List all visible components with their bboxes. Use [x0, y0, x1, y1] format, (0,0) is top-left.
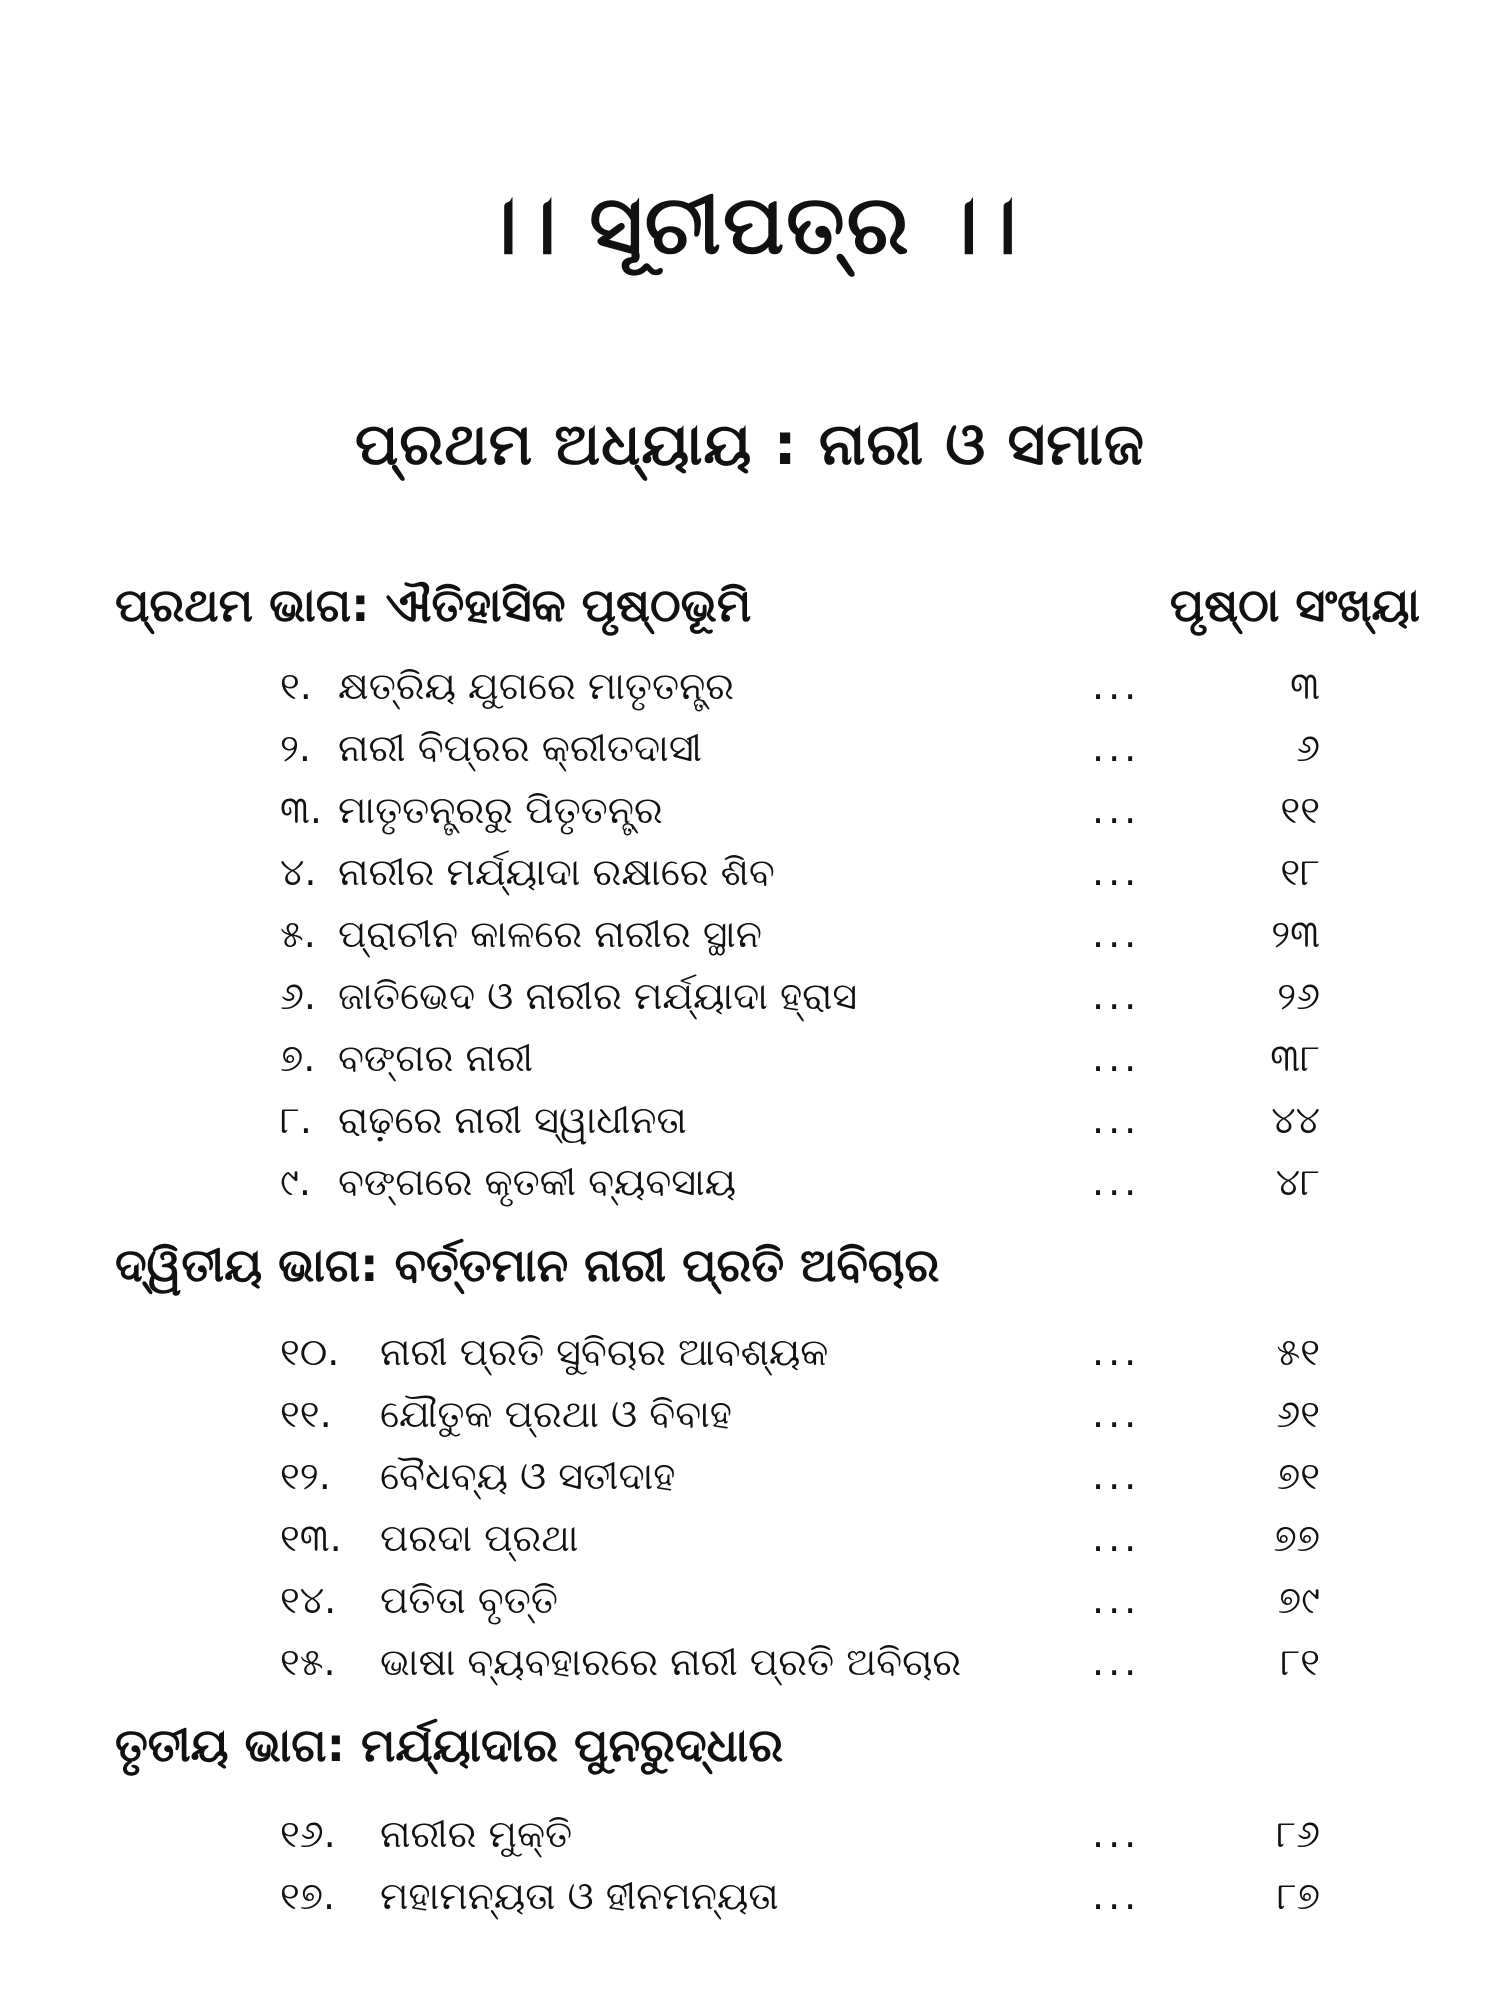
entry-number: ୧୦.	[280, 1330, 340, 1374]
page-title: ।। ସୂଚୀପତ୍ର ।।	[480, 178, 1020, 273]
entry-page: ୪୮	[1275, 1160, 1320, 1204]
toc-entry[interactable]	[280, 1160, 1320, 1216]
leader-dots: ...	[1092, 1454, 1141, 1498]
page-number-column-header: ପୃଷ୍ଠା ସଂଖ୍ୟା	[1169, 578, 1420, 632]
entry-number: ୬.	[280, 974, 316, 1018]
entry-title: କ୍ଷତ୍ରିୟ ଯୁଗରେ ମାତୃତନ୍ତ୍ର	[338, 664, 735, 708]
entry-number: ୯.	[280, 1160, 311, 1204]
entry-number: ୧୪.	[280, 1578, 337, 1622]
toc-entry[interactable]	[280, 1392, 1320, 1448]
toc-entry[interactable]	[280, 1516, 1320, 1572]
entry-title: ବଙ୍ଗରେ କୃତକୀ ବ୍ୟବସାୟ	[338, 1160, 737, 1204]
toc-entry[interactable]	[280, 788, 1320, 844]
entry-title: ବୈଧବ୍ୟ ଓ ସତୀଦାହ	[380, 1454, 676, 1498]
entry-title: ନାରୀ ପ୍ରତି ସୁବିଚାର ଆବଶ୍ୟକ	[380, 1330, 829, 1374]
entry-page: ୭୯	[1277, 1578, 1320, 1622]
toc-entry[interactable]	[280, 1454, 1320, 1510]
entry-page: ୭୧	[1276, 1454, 1320, 1498]
section-heading-3: ତୃତୀୟ ଭାଗ: ମର୍ଯ୍ୟାଦାର ପୁନରୁଦ୍ଧାର	[115, 1718, 784, 1772]
entry-page: ୫୧	[1276, 1330, 1320, 1374]
toc-entry[interactable]	[280, 1098, 1320, 1154]
leader-dots: ...	[1092, 1812, 1141, 1856]
leader-dots: ...	[1092, 1392, 1141, 1436]
section-heading-2: ଦ୍ୱିତୀୟ ଭାଗ: ବର୍ତ୍ତମାନ ନାରୀ ପ୍ରତି ଅବିଚାର	[115, 1238, 940, 1292]
leader-dots: ...	[1092, 726, 1141, 770]
toc-entry[interactable]	[280, 1578, 1320, 1634]
entry-number: ୮.	[280, 1098, 312, 1142]
leader-dots: ...	[1092, 1516, 1141, 1560]
toc-entry[interactable]	[280, 1812, 1320, 1868]
entry-title: ପ୍ରାଚୀନ କାଳରେ ନାରୀର ସ୍ଥାନ	[338, 912, 762, 956]
entry-title: ମାତୃତନ୍ତ୍ରରୁ ପିତୃତନ୍ତ୍ର	[338, 788, 663, 832]
leader-dots: ...	[1092, 912, 1141, 956]
entry-page: ୮୭	[1276, 1874, 1320, 1918]
entry-number: ୭.	[280, 1036, 316, 1080]
leader-dots: ...	[1092, 1640, 1141, 1684]
leader-dots: ...	[1092, 1578, 1141, 1622]
entry-page: ୧୮	[1280, 850, 1320, 894]
entry-title: ନାରୀର ମର୍ଯ୍ୟାଦା ରକ୍ଷାରେ ଶିବ	[338, 850, 775, 894]
entry-title: ରାଢ଼ରେ ନାରୀ ସ୍ୱାଧୀନତା	[338, 1098, 687, 1142]
toc-entry[interactable]	[280, 974, 1320, 1030]
leader-dots: ...	[1092, 1874, 1141, 1918]
entry-title: ନାରୀର ମୁକ୍ତି	[380, 1812, 573, 1856]
entry-number: ୫.	[280, 912, 316, 956]
toc-entry[interactable]	[280, 664, 1320, 720]
entry-number: ୧୨.	[280, 1454, 331, 1498]
entry-number: ୧୫.	[280, 1640, 336, 1684]
entry-title: ଯୌତୁକ ପ୍ରଥା ଓ ବିବାହ	[380, 1392, 732, 1436]
entry-page: ୭୭	[1273, 1516, 1320, 1560]
leader-dots: ...	[1092, 1036, 1141, 1080]
entry-title: ପତିତା ବୃତ୍ତି	[380, 1578, 558, 1622]
entry-number: ୧୩.	[280, 1516, 342, 1560]
entry-page: ୧୧	[1280, 788, 1320, 832]
leader-dots: ...	[1092, 788, 1141, 832]
section-heading-1: ପ୍ରଥମ ଭାଗ: ଐତିହାସିକ ପୃଷ୍ଠଭୂମି	[115, 578, 752, 632]
leader-dots: ...	[1092, 1098, 1141, 1142]
leader-dots: ...	[1092, 974, 1141, 1018]
chapter-heading: ପ୍ରଥମ ଅଧ୍ୟାୟ : ନାରୀ ଓ ସମାଜ	[355, 410, 1145, 478]
entry-page: ୩୮	[1270, 1036, 1320, 1080]
toc-entry[interactable]	[280, 850, 1320, 906]
toc-entry[interactable]	[280, 726, 1320, 782]
leader-dots: ...	[1092, 1330, 1141, 1374]
entry-number: ୨.	[280, 726, 312, 770]
entry-title: ମହାମନ୍ୟତା ଓ ହୀନମନ୍ୟତା	[380, 1874, 779, 1918]
entry-number: ୧୬.	[280, 1812, 336, 1856]
entry-page: ୮୧	[1280, 1640, 1320, 1684]
leader-dots: ...	[1092, 1160, 1141, 1204]
toc-entry[interactable]	[280, 1036, 1320, 1092]
leader-dots: ...	[1092, 664, 1141, 708]
entry-page: ୬୧	[1276, 1392, 1320, 1436]
entry-number: ୧୭.	[280, 1874, 336, 1918]
entry-number: ୪.	[280, 850, 317, 894]
entry-page: ୨୬	[1277, 974, 1320, 1018]
entry-page: ୨୩	[1271, 912, 1320, 956]
entry-page: ୬	[1296, 726, 1320, 770]
entry-title: ବଙ୍ଗର ନାରୀ	[338, 1036, 534, 1080]
toc-entry[interactable]	[280, 1330, 1320, 1386]
toc-entry[interactable]	[280, 1874, 1320, 1930]
toc-entry[interactable]	[280, 1640, 1320, 1696]
entry-page: ୩	[1290, 664, 1320, 708]
entry-title: ନାରୀ ବିପ୍ରର କ୍ରୀତଦାସୀ	[338, 726, 702, 770]
toc-entry[interactable]	[280, 912, 1320, 968]
entry-number: ୧.	[280, 664, 312, 708]
entry-title: ଭାଷା ବ୍ୟବହାରରେ ନାରୀ ପ୍ରତି ଅବିଚାର	[380, 1640, 962, 1684]
entry-page: ୮୬	[1276, 1812, 1320, 1856]
leader-dots: ...	[1092, 850, 1141, 894]
entry-title: ପରଦା ପ୍ରଥା	[380, 1516, 579, 1560]
entry-number: ୩.	[280, 788, 322, 832]
entry-number: ୧୧.	[280, 1392, 332, 1436]
entry-title: ଜାତିଭେଦ ଓ ନାରୀର ମର୍ଯ୍ୟାଦା ହ୍ରାସ	[338, 974, 858, 1018]
entry-page: ୪୪	[1271, 1098, 1320, 1142]
